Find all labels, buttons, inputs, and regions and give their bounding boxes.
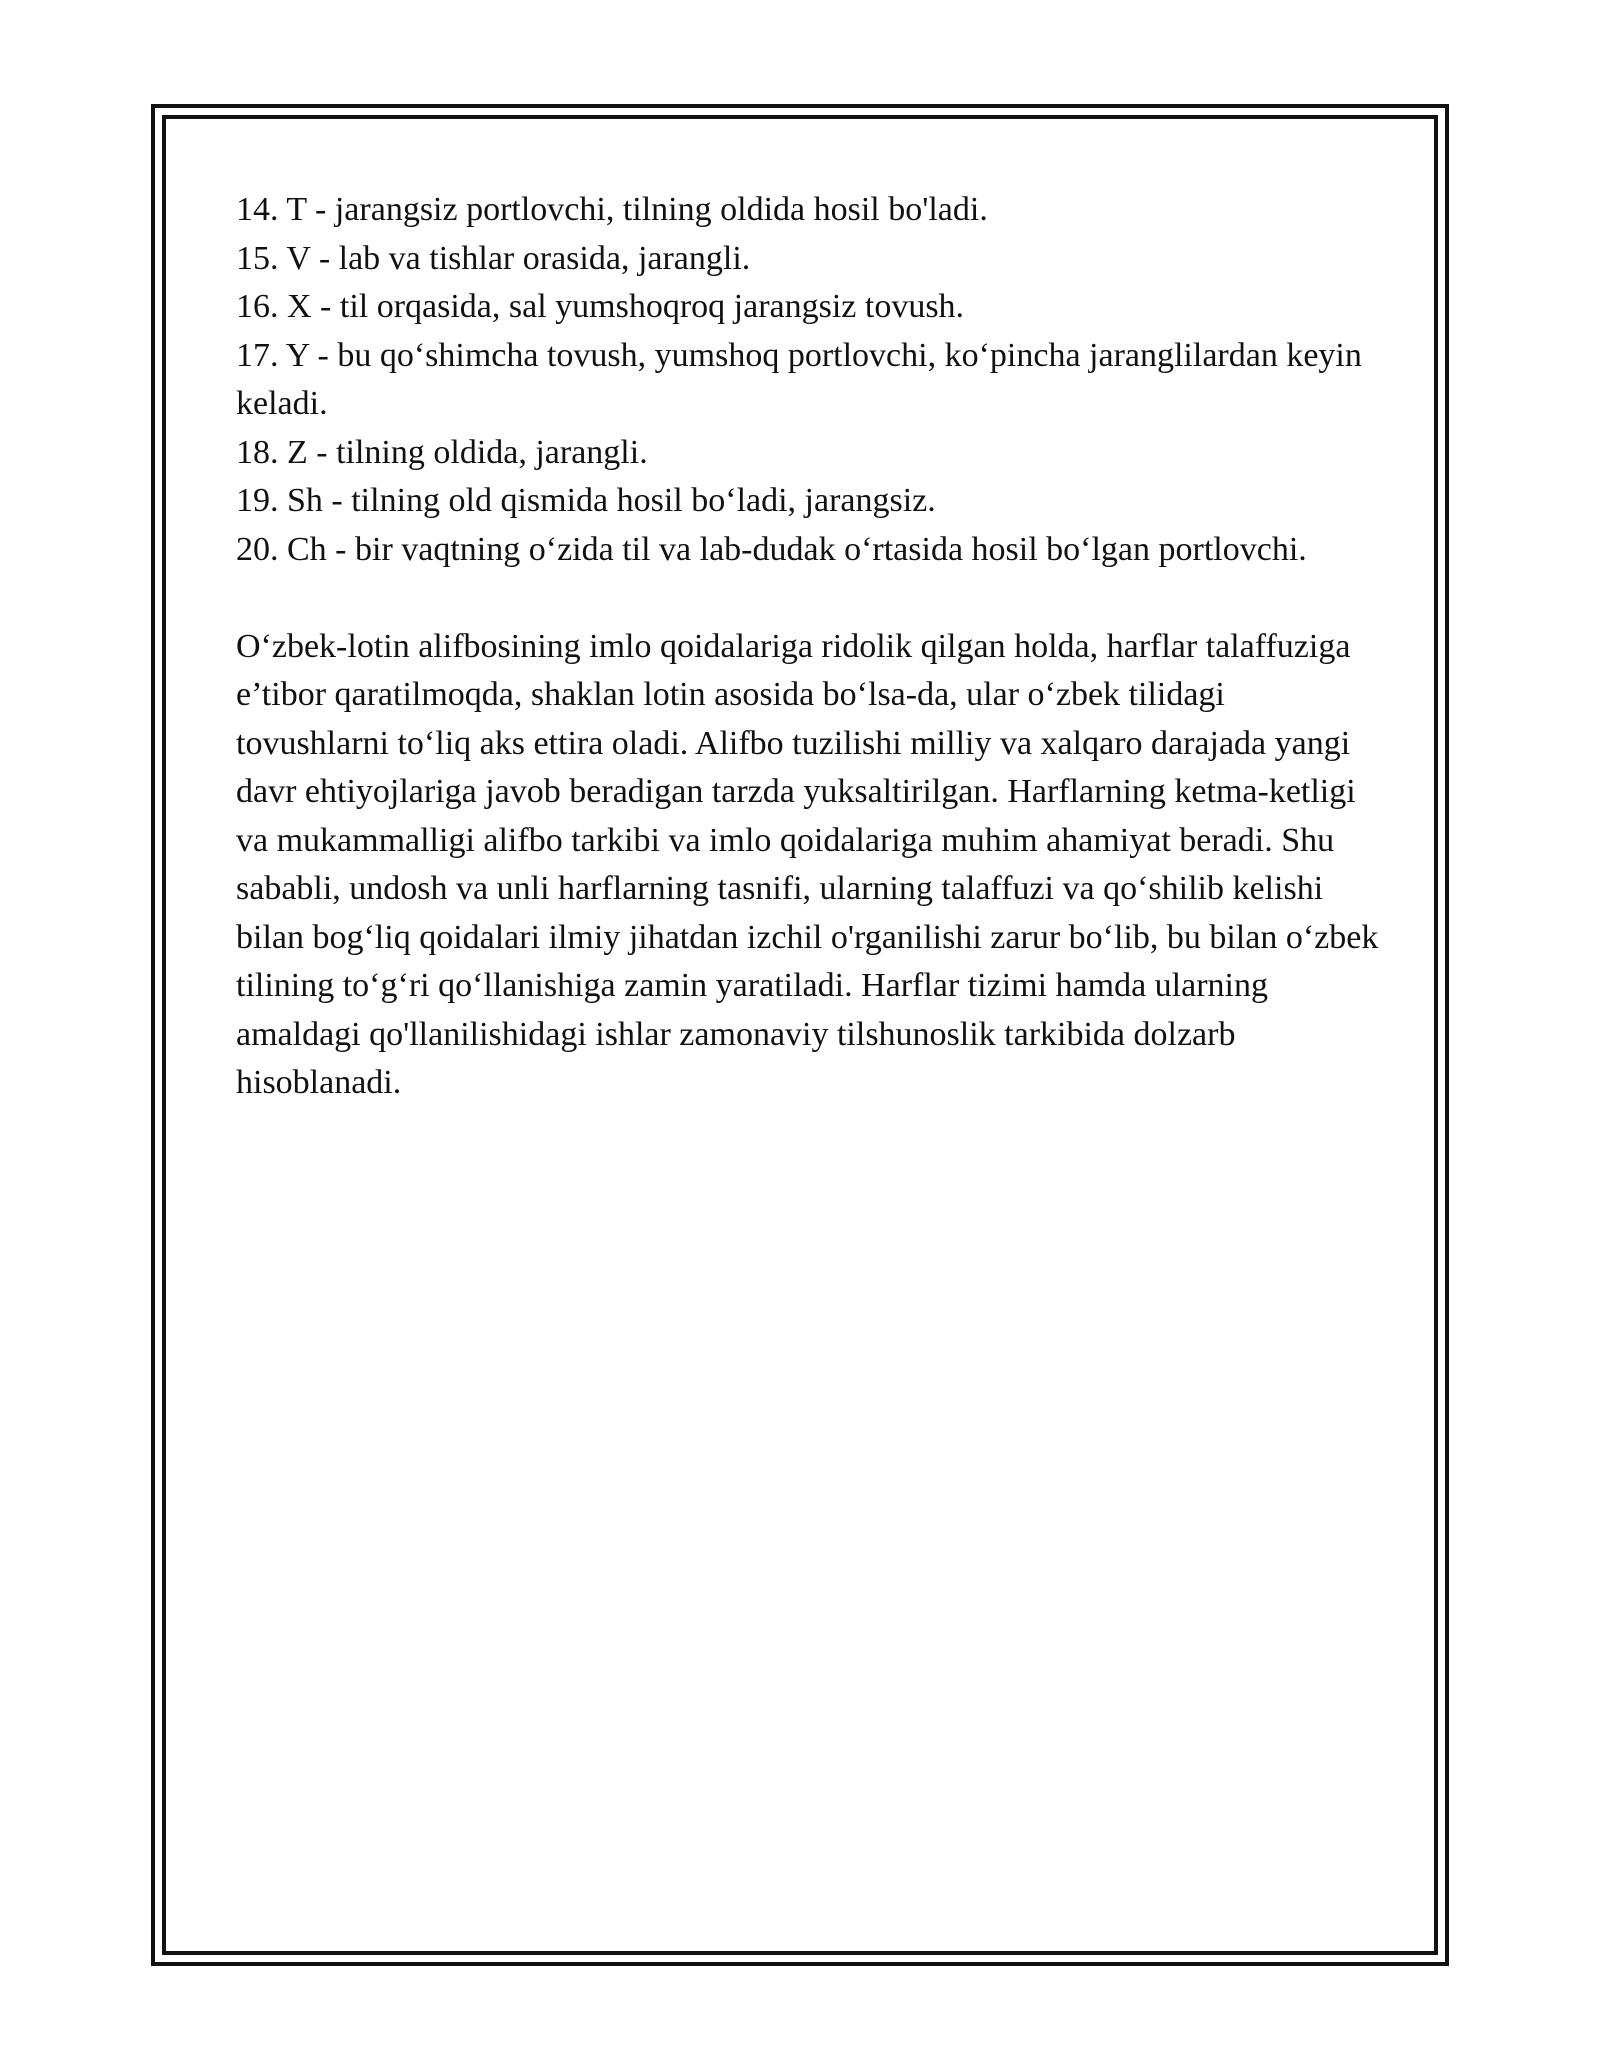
list-item: 17. Y - bu qo‘shimcha tovush, yumshoq portlovchi, ko‘pincha jaranglilardan keyin keladi.	[236, 336, 1362, 422]
list-item: 19. Sh - tilning old qismida hosil bo‘ladi, jarangsiz.	[236, 482, 936, 519]
list-item: 20. Ch - bir vaqtning o‘zida til va lab-dudak o‘rtasida hosil bo‘lgan portlovchi.	[236, 530, 1307, 568]
letter-list	[236, 186, 1386, 574]
list-item: 16. X - til orqasida, sal yumshoqroq jarangsiz tovush.	[236, 288, 965, 325]
list-item: 15. V - lab va tishlar orasida, jarangli.	[236, 239, 751, 277]
body-paragraph: O‘zbek-lotin alifbosining imlo qoidalariga ridolik qilgan holda, harflar talaffuziga e’tibor qaratilmoqda, shaklan lotin asosida bo‘lsa-da, ular o‘zbek tilidagi tovushlarni to‘liq aks ettira oladi. Alifbo tuzilishi milliy va xalqaro darajada yangi davr ehtiyojlariga javob beradigan tarzda yuksaltirilgan. Harflarning ketma-ketligi va mukammalligi alifbo tarkibi va imlo qoidalariga muhim ahamiyat beradi. Shu sababli, undosh va unli harflarning tasnifi, ularning talaffuzi va qo‘shilib kelishi bilan bog‘liq qoidalari ilmiy jihatdan izchil o'rganilishi zarur bo‘lib, bu bilan o‘zbek tilining to‘g‘ri qo‘llanishiga zamin yaratiladi. Harflar tizimi hamda ularning amaldagi qo'llanilishidagi ishlar zamonaviy tilshunoslik tarkibida dolzarb hisoblanadi.	[236, 627, 1379, 1101]
list-item: 18. Z - tilning oldida, jarangli.	[236, 433, 648, 471]
document-body	[236, 186, 1386, 1108]
list-item: 14. T - jarangsiz portlovchi, tilning oldida hosil bo'ladi.	[236, 191, 988, 228]
